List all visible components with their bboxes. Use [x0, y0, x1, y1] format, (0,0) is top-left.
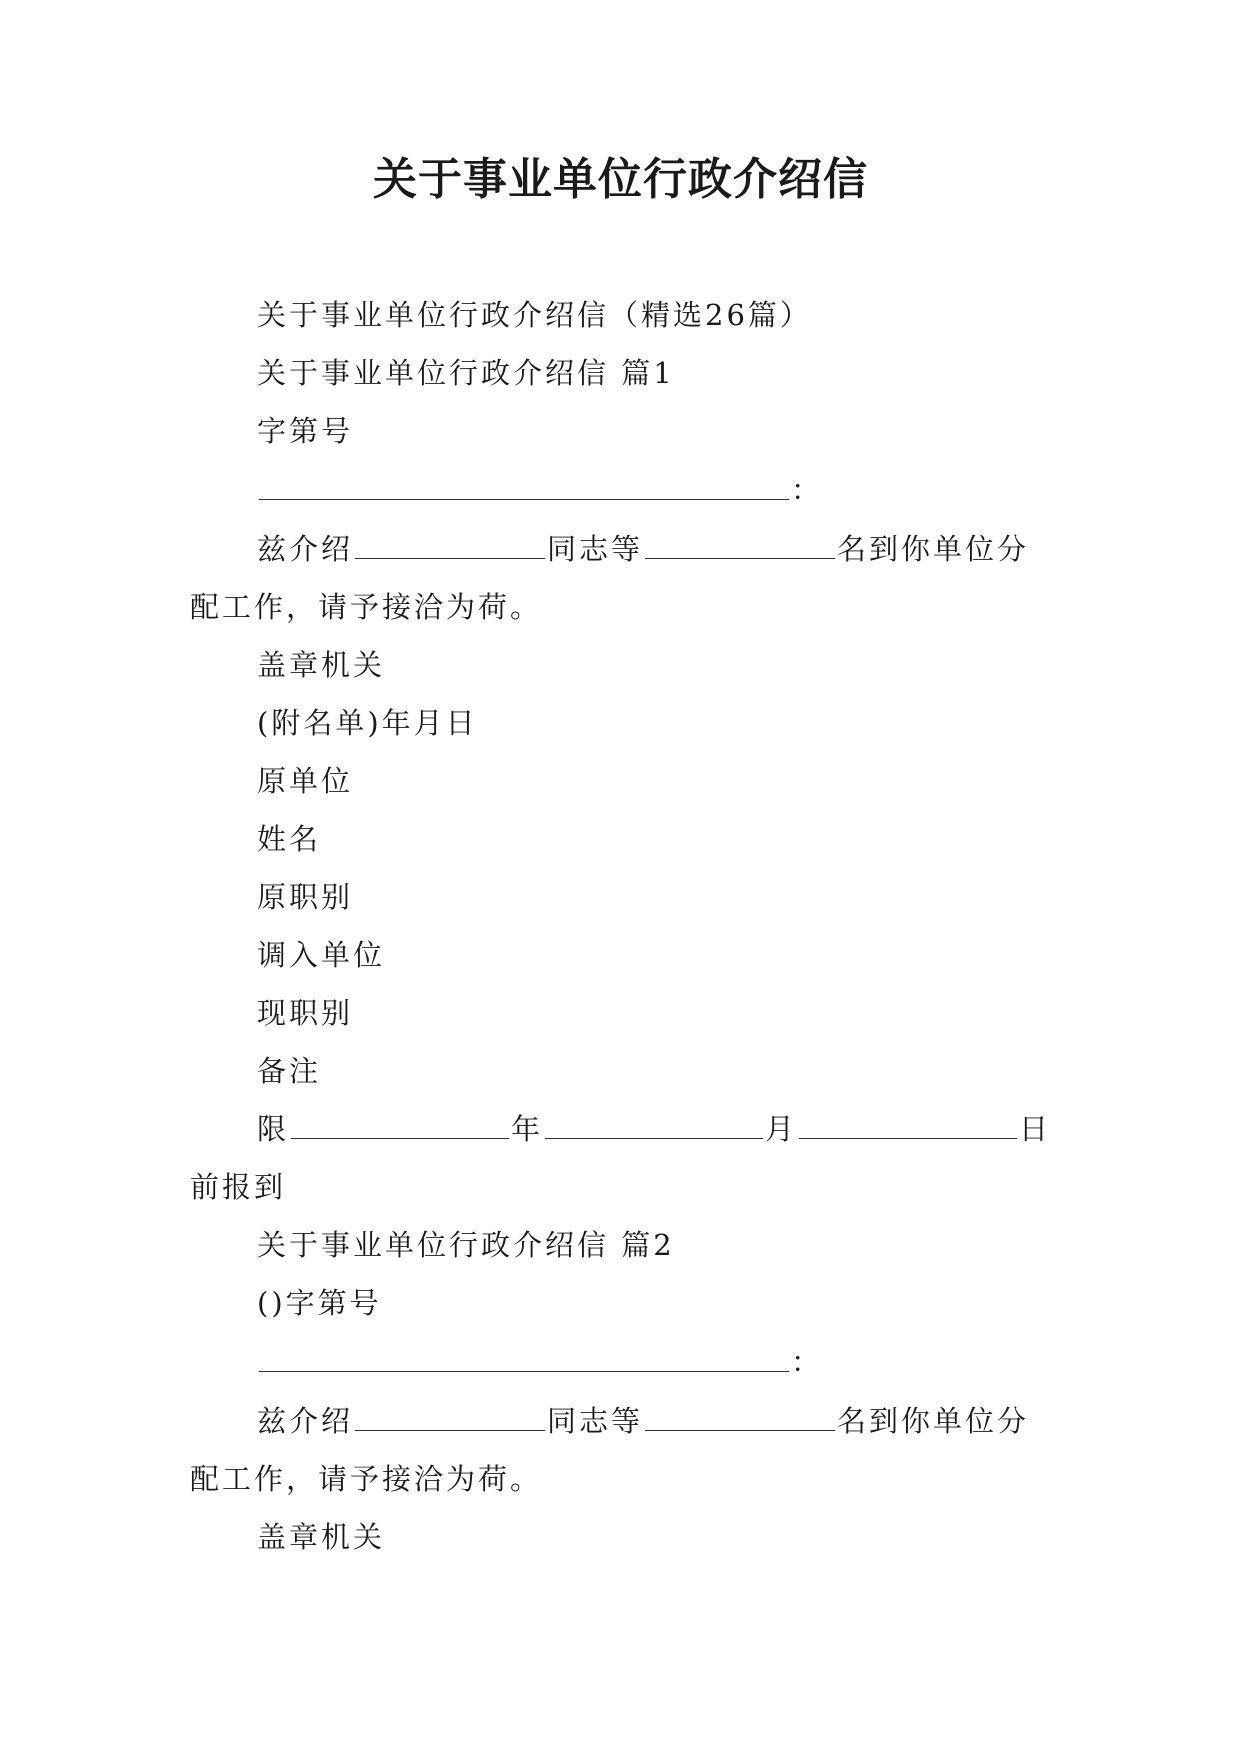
section2-heading: 关于事业单位行政介绍信 篇2: [257, 1228, 675, 1262]
section1-intro-cont: 配工作，请予接洽为荷。: [190, 590, 543, 624]
count-blank: [645, 1408, 835, 1431]
intro-prefix: 兹介绍: [257, 532, 354, 566]
field-label: 原职别: [257, 880, 354, 914]
section2-seal: 盖章机关: [257, 1520, 386, 1554]
section1-seal: 盖章机关: [257, 648, 386, 682]
section2-intro-cont: 配工作，请予接洽为荷。: [190, 1462, 543, 1496]
year-blank: [291, 1116, 509, 1139]
day-blank: [799, 1116, 1017, 1139]
document-title: 关于事业单位行政介绍信: [373, 154, 868, 205]
field-label: 原单位: [257, 764, 354, 798]
intro-mid: 同志等: [547, 532, 644, 566]
section2-ref-no: ()字第号: [257, 1286, 382, 1320]
section1-heading: 关于事业单位行政介绍信 篇1: [257, 356, 675, 390]
field-label: 备注: [257, 1054, 322, 1088]
deadline-day: 日: [1019, 1112, 1052, 1146]
count-blank: [645, 536, 835, 559]
section2-intro-line: [190, 1392, 1052, 1450]
deadline-month: 月: [765, 1112, 798, 1146]
field-label: 姓名: [257, 822, 322, 856]
name-blank: [355, 1408, 545, 1431]
intro-prefix: 兹介绍: [257, 1404, 354, 1438]
addressee-blank: [259, 1349, 789, 1372]
section1-intro-line: [190, 520, 1052, 578]
name-blank: [355, 536, 545, 559]
section1-deadline-line: [190, 1100, 1052, 1158]
deadline-year: 年: [511, 1112, 544, 1146]
intro-suffix: 名到你单位分: [837, 1404, 1030, 1438]
document-body: [190, 286, 1052, 1566]
deadline-prefix: 限: [257, 1112, 290, 1146]
intro-mid: 同志等: [547, 1404, 644, 1438]
intro-suffix: 名到你单位分: [837, 532, 1030, 566]
section1-addressee-line: [190, 460, 1052, 520]
addressee-colon: ：: [791, 473, 824, 507]
section2-addressee-line: [190, 1332, 1052, 1392]
section1-deadline-cont: 前报到: [190, 1170, 287, 1204]
section1-ref-no: 字第号: [257, 414, 354, 448]
field-label: 现职别: [257, 996, 354, 1030]
addressee-colon: ：: [791, 1345, 824, 1379]
subtitle: 关于事业单位行政介绍信（精选26篇）: [257, 298, 812, 332]
month-blank: [545, 1116, 763, 1139]
addressee-blank: [259, 477, 789, 500]
section1-attachment-date: (附名单)年月日: [257, 706, 478, 740]
field-label: 调入单位: [257, 938, 386, 972]
